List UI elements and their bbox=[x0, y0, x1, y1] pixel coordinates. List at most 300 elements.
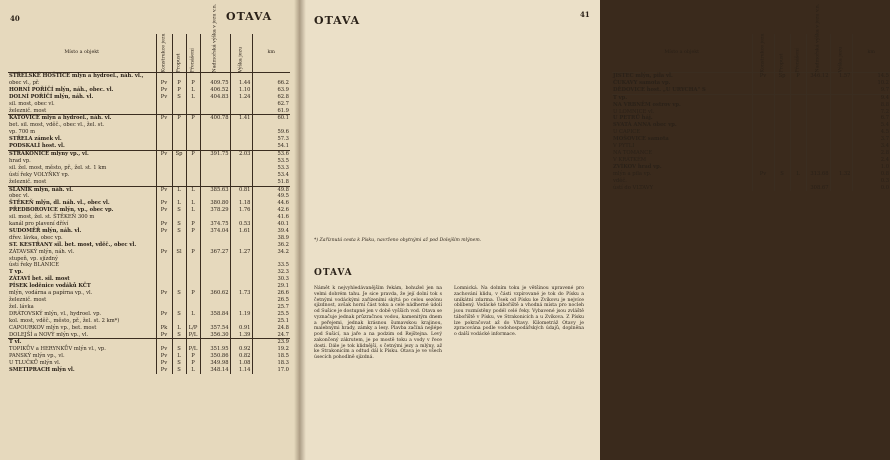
value-cell: 53.4 bbox=[252, 172, 290, 179]
value-cell bbox=[752, 115, 774, 122]
value-cell bbox=[200, 297, 230, 304]
value-cell: L bbox=[186, 200, 200, 207]
value-cell bbox=[752, 87, 774, 94]
value-cell: Pv bbox=[156, 207, 172, 214]
value-cell bbox=[790, 157, 806, 164]
value-cell bbox=[200, 143, 230, 150]
value-cell: 1.61 bbox=[230, 228, 252, 235]
value-cell bbox=[830, 150, 852, 157]
value-cell: P bbox=[186, 221, 200, 228]
value-cell: Pv bbox=[752, 171, 774, 178]
place-name-cell: žel. lávka bbox=[9, 303, 34, 310]
value-cell bbox=[186, 143, 200, 150]
value-cell bbox=[186, 297, 200, 304]
place-name-cell: železnič. most bbox=[9, 107, 47, 114]
column-header: Propust bbox=[172, 34, 186, 73]
value-cell bbox=[156, 262, 172, 269]
value-cell bbox=[230, 108, 252, 115]
value-cell: 59.6 bbox=[252, 129, 290, 136]
value-cell: 348.14 bbox=[200, 367, 230, 374]
value-cell bbox=[172, 179, 186, 186]
place-name-cell: SMETIPRACH mlýn vl. bbox=[9, 367, 75, 374]
value-cell: 1.0 bbox=[852, 164, 890, 171]
text-column-left: Námět k nejvyhledávanějším řekám, bohužel jen na velmi dobrém tahu. Je sice pravda, že její dolní tok s četnými vodáckými zařízeními skýtá po celou sezónu sjízdnost, avšak horní část toku a celé nádherné údolí od Sušice je dostupné jen v době vyšších vod. Otava se vyznačuje jednak průzračnou vodou, kamenitým dnem a peřejemi, jednak krásnou šumavskou krajinou, malebnými hrady, zámky a lesy. Plavba začíná nejlépe pod Sušicí, na jaře a na podzim od Rejštejna. Levý zakončený zákrutem, je po mostě toku a vody v řece dosti. Dále je tok klidnější, s četnými jezy a mlýny, až ke Strakonicím a odtud dál k Písku. Otava je ve všech úsecích pohodlně sjízdná. bbox=[314, 286, 442, 360]
table-row bbox=[8, 297, 290, 304]
table-row bbox=[612, 102, 890, 109]
value-cell: Pv bbox=[156, 80, 172, 87]
place-name-cell: U LOMNICE vl. bbox=[613, 108, 655, 115]
place-name-cell: U CAPICE bbox=[613, 129, 641, 136]
value-cell: 374.75 bbox=[200, 221, 230, 228]
table-row bbox=[612, 143, 890, 150]
value-cell bbox=[200, 165, 230, 172]
value-cell bbox=[172, 276, 186, 283]
value-cell bbox=[186, 242, 200, 249]
value-cell: 1.19 bbox=[230, 311, 252, 318]
column-header: Přenášení bbox=[790, 34, 806, 73]
place-name-cell: NA VRBNĚM ostrov vp. bbox=[613, 101, 681, 108]
value-cell bbox=[230, 122, 252, 129]
value-cell: 24.8 bbox=[252, 325, 290, 332]
place-name-cell: U TLUČKŮ mlýn vl. bbox=[9, 360, 61, 367]
value-cell: 9.7 bbox=[852, 87, 890, 94]
value-cell bbox=[230, 158, 252, 165]
footnote: *) Zaříznutá cesta k Písku, navrženo obytnými až pod Dolejším mlýnem. bbox=[314, 238, 482, 243]
value-cell bbox=[156, 304, 172, 311]
value-cell: Sp bbox=[172, 150, 186, 157]
column-header: Propust bbox=[774, 34, 790, 73]
place-name-cell: PODSKALÍ host. vl. bbox=[9, 143, 65, 150]
value-cell bbox=[200, 108, 230, 115]
value-cell: 3.7 bbox=[852, 136, 890, 143]
value-cell: 367.27 bbox=[200, 249, 230, 256]
value-cell bbox=[790, 150, 806, 157]
place-name-cell: PÍSEK loděnice vodáků KČT bbox=[9, 283, 91, 290]
value-cell bbox=[172, 262, 186, 269]
value-cell bbox=[200, 339, 230, 346]
table-row bbox=[8, 228, 290, 235]
value-cell bbox=[752, 164, 774, 171]
value-cell: L bbox=[186, 367, 200, 374]
table-row bbox=[8, 367, 290, 374]
value-cell: 356.30 bbox=[200, 332, 230, 339]
value-cell bbox=[774, 136, 790, 143]
value-cell bbox=[230, 256, 252, 263]
value-cell bbox=[752, 94, 774, 101]
value-cell bbox=[774, 122, 790, 129]
value-cell bbox=[790, 122, 806, 129]
value-cell bbox=[806, 150, 830, 157]
table-row bbox=[612, 178, 890, 185]
place-name-cell: železnič. most bbox=[9, 297, 47, 303]
value-cell: L bbox=[172, 353, 186, 360]
value-cell bbox=[806, 80, 830, 87]
value-cell bbox=[230, 179, 252, 186]
value-cell bbox=[186, 214, 200, 221]
value-cell: L bbox=[186, 186, 200, 193]
page-header: OTAVA bbox=[314, 14, 361, 27]
table-row bbox=[8, 325, 290, 332]
place-name-cell: sil. most, žel. st. ŠTĚKEŇ 300 m bbox=[9, 214, 95, 221]
value-cell: 33.5 bbox=[252, 262, 290, 269]
value-cell bbox=[230, 297, 252, 304]
value-cell: 1.32 bbox=[830, 171, 852, 178]
value-cell: 17.0 bbox=[252, 367, 290, 374]
table-row bbox=[8, 172, 290, 179]
place-name-cell: obec vl. bbox=[9, 193, 30, 200]
place-name-cell: mlýn, vodárna a papírna vp., vl. bbox=[9, 290, 93, 297]
value-cell bbox=[230, 242, 252, 249]
value-cell: Pv bbox=[752, 73, 774, 80]
value-cell: 2.4 bbox=[852, 157, 890, 164]
value-cell bbox=[830, 109, 852, 116]
value-cell: S bbox=[172, 332, 186, 339]
value-cell bbox=[774, 109, 790, 116]
value-cell: 19.2 bbox=[252, 346, 290, 353]
value-cell bbox=[172, 297, 186, 304]
value-cell: P bbox=[186, 360, 200, 367]
value-cell bbox=[230, 235, 252, 242]
value-cell bbox=[156, 101, 172, 108]
value-cell: 351.95 bbox=[200, 346, 230, 353]
value-cell bbox=[790, 136, 806, 143]
value-cell: S bbox=[172, 346, 186, 353]
value-cell bbox=[186, 73, 200, 80]
value-cell: 36.2 bbox=[252, 242, 290, 249]
value-cell bbox=[156, 73, 172, 80]
value-cell: S bbox=[172, 360, 186, 367]
value-cell bbox=[156, 318, 172, 325]
value-cell bbox=[200, 122, 230, 129]
value-cell bbox=[752, 129, 774, 136]
value-cell bbox=[230, 136, 252, 143]
value-cell bbox=[230, 101, 252, 108]
value-cell bbox=[230, 214, 252, 221]
value-cell: 53.6 bbox=[252, 150, 290, 157]
value-cell: 10.2 bbox=[852, 80, 890, 87]
value-cell bbox=[186, 339, 200, 346]
value-cell: Pv bbox=[156, 150, 172, 157]
table-header-row bbox=[612, 34, 890, 73]
column-header: Místo a objekt bbox=[8, 34, 156, 73]
value-cell: 308.67 bbox=[806, 185, 830, 192]
value-cell bbox=[186, 172, 200, 179]
table-row bbox=[8, 318, 290, 325]
value-cell bbox=[830, 129, 852, 136]
value-cell: 62.7 bbox=[252, 101, 290, 108]
value-cell bbox=[156, 179, 172, 186]
table-row bbox=[8, 143, 290, 150]
place-name-cell: ZÁTAVSKÝ mlýn, náh. vl. bbox=[9, 248, 75, 255]
place-name-cell: stupeň, vp. sjízdný bbox=[9, 255, 58, 262]
value-cell bbox=[186, 122, 200, 129]
value-cell bbox=[186, 269, 200, 276]
value-cell: P bbox=[186, 249, 200, 256]
value-cell: Pv bbox=[156, 115, 172, 122]
table-row bbox=[612, 73, 890, 80]
value-cell bbox=[172, 122, 186, 129]
value-cell: S bbox=[172, 367, 186, 374]
value-cell bbox=[830, 122, 852, 129]
value-cell: 2.03 bbox=[230, 150, 252, 157]
value-cell bbox=[186, 318, 200, 325]
value-cell: 0.53 bbox=[230, 221, 252, 228]
value-cell bbox=[774, 164, 790, 171]
place-name-cell: ústí řeky BLANICE bbox=[9, 262, 60, 269]
place-name-cell: KATOVICE mlýn a hydroel., náh. vl. bbox=[8, 115, 156, 122]
place-name-cell: dřev. lávka, obec vp. bbox=[9, 234, 63, 241]
value-cell: S bbox=[172, 228, 186, 235]
value-cell bbox=[774, 185, 790, 192]
value-cell bbox=[156, 129, 172, 136]
value-cell bbox=[230, 262, 252, 269]
place-name-cell: MOŠOVICE samota bbox=[613, 136, 669, 143]
value-cell bbox=[806, 122, 830, 129]
value-cell: 346.12 bbox=[806, 73, 830, 80]
value-cell: L bbox=[172, 200, 186, 207]
value-cell: 1.10 bbox=[230, 87, 252, 94]
value-cell bbox=[172, 269, 186, 276]
value-cell bbox=[200, 158, 230, 165]
value-cell bbox=[790, 178, 806, 185]
value-cell bbox=[186, 304, 200, 311]
value-cell bbox=[230, 143, 252, 150]
value-cell bbox=[252, 122, 290, 129]
value-cell: 349.98 bbox=[200, 360, 230, 367]
value-cell bbox=[200, 242, 230, 249]
column-header: km bbox=[252, 34, 290, 73]
value-cell bbox=[230, 339, 252, 346]
table-row bbox=[8, 108, 290, 115]
value-cell bbox=[252, 256, 290, 263]
value-cell bbox=[752, 185, 774, 192]
value-cell bbox=[806, 129, 830, 136]
value-cell bbox=[230, 318, 252, 325]
value-cell: 380.80 bbox=[200, 200, 230, 207]
left-page bbox=[0, 0, 300, 460]
column-header: Místo a objekt bbox=[612, 34, 752, 73]
value-cell bbox=[830, 185, 852, 192]
place-name-cell: vděč. bbox=[613, 177, 627, 184]
value-cell bbox=[806, 143, 830, 150]
value-cell bbox=[172, 283, 186, 290]
table-row bbox=[612, 171, 890, 178]
value-cell bbox=[156, 339, 172, 346]
value-cell bbox=[186, 276, 200, 283]
value-cell: 1.41 bbox=[230, 115, 252, 122]
value-cell: Pv bbox=[156, 186, 172, 193]
table-row bbox=[8, 94, 290, 101]
value-cell bbox=[172, 242, 186, 249]
value-cell bbox=[752, 102, 774, 109]
value-cell: 6.7 bbox=[852, 115, 890, 122]
value-cell bbox=[156, 242, 172, 249]
column-header: Výška jezu bbox=[230, 34, 252, 73]
book-gutter bbox=[294, 0, 306, 460]
table-row bbox=[8, 221, 290, 228]
table-row bbox=[8, 249, 290, 256]
value-cell bbox=[790, 109, 806, 116]
value-cell: 44.6 bbox=[252, 200, 290, 207]
place-name-cell: sil. most, obec vl. bbox=[9, 100, 55, 107]
table-row bbox=[612, 87, 890, 94]
value-cell bbox=[172, 136, 186, 143]
value-cell bbox=[752, 150, 774, 157]
page-header: OTAVA bbox=[226, 10, 273, 23]
place-name-cell: SUDOMĚŘ mlýn, náh. vl. bbox=[9, 227, 82, 234]
value-cell bbox=[186, 136, 200, 143]
place-name-cell: T vp. bbox=[9, 269, 24, 276]
value-cell: 23.9 bbox=[252, 339, 290, 346]
value-cell: 29.1 bbox=[252, 283, 290, 290]
value-cell: 24.7 bbox=[252, 332, 290, 339]
value-cell bbox=[186, 193, 200, 200]
value-cell: 2.8 bbox=[852, 150, 890, 157]
value-cell bbox=[156, 256, 172, 263]
value-cell: 18.3 bbox=[252, 360, 290, 367]
value-cell bbox=[172, 339, 186, 346]
value-cell bbox=[230, 269, 252, 276]
value-cell bbox=[774, 129, 790, 136]
value-cell: 62.8 bbox=[252, 94, 290, 101]
value-cell bbox=[172, 158, 186, 165]
place-name-cell: ZVÍKOV hrad vp. bbox=[613, 163, 662, 170]
value-cell bbox=[806, 115, 830, 122]
table-row bbox=[8, 150, 290, 157]
value-cell: 63.9 bbox=[252, 87, 290, 94]
value-cell bbox=[774, 80, 790, 87]
table-row bbox=[612, 122, 890, 129]
value-cell: S bbox=[774, 171, 790, 178]
table-row bbox=[8, 290, 290, 297]
value-cell: P bbox=[186, 353, 200, 360]
place-name-cell: SVATÁ ANNA obec vp. bbox=[613, 122, 677, 129]
value-cell: P bbox=[172, 87, 186, 94]
value-cell bbox=[200, 179, 230, 186]
value-cell bbox=[774, 178, 790, 185]
value-cell: 7.2 bbox=[852, 109, 890, 116]
value-cell bbox=[172, 172, 186, 179]
table-row bbox=[612, 164, 890, 171]
value-cell bbox=[200, 214, 230, 221]
value-cell: 39.4 bbox=[252, 228, 290, 235]
column-header: Výška jezu bbox=[830, 34, 852, 73]
value-cell: 1.14 bbox=[230, 367, 252, 374]
value-cell: 1.18 bbox=[230, 200, 252, 207]
value-cell: 0.91 bbox=[230, 325, 252, 332]
place-name-cell: mlýn a pila vp. bbox=[613, 170, 652, 177]
value-cell bbox=[752, 109, 774, 116]
value-cell: Pv bbox=[156, 360, 172, 367]
table-row bbox=[612, 136, 890, 143]
value-cell: Pv bbox=[156, 87, 172, 94]
table-row bbox=[8, 235, 290, 242]
value-cell bbox=[172, 193, 186, 200]
value-cell bbox=[806, 136, 830, 143]
value-cell bbox=[752, 143, 774, 150]
place-name-cell: PŘEDBOROVICE mlýn, vp., obec vp. bbox=[9, 207, 114, 214]
value-cell bbox=[806, 109, 830, 116]
value-cell: P bbox=[790, 73, 806, 80]
place-name-cell: DĚDOVICE host. „U URYCHA" S bbox=[613, 86, 706, 93]
value-cell bbox=[200, 172, 230, 179]
value-cell bbox=[774, 102, 790, 109]
place-name-cell: TOPIKŮV a HERYNKŮV mlýn vl., vp. bbox=[9, 346, 106, 353]
value-cell: 57.3 bbox=[252, 136, 290, 143]
value-cell: 60.1 bbox=[252, 115, 290, 122]
place-name-cell: hrad vp. bbox=[9, 157, 31, 164]
value-cell: 30.3 bbox=[252, 276, 290, 283]
value-cell bbox=[200, 129, 230, 136]
value-cell bbox=[156, 158, 172, 165]
value-cell: 360.62 bbox=[200, 290, 230, 297]
column-header: Konstrukce jezu bbox=[156, 34, 172, 73]
column-header: km bbox=[852, 34, 890, 73]
value-cell: 49.5 bbox=[252, 193, 290, 200]
value-cell: 26.5 bbox=[252, 297, 290, 304]
value-cell bbox=[790, 164, 806, 171]
value-cell: 4.5 bbox=[852, 129, 890, 136]
value-cell: Sl bbox=[172, 249, 186, 256]
value-cell: Pv bbox=[156, 290, 172, 297]
value-cell: 0.81 bbox=[230, 186, 252, 193]
value-cell bbox=[790, 143, 806, 150]
value-cell: Pv bbox=[156, 346, 172, 353]
place-name-cell: bet. sil. most, vděč., obec vl., žel. st. bbox=[9, 122, 105, 129]
value-cell: 1.57 bbox=[830, 73, 852, 80]
place-name-cell: JISTEC mlýn, pila vl. bbox=[613, 73, 673, 79]
value-cell: 1.24 bbox=[230, 94, 252, 101]
value-cell: 358.84 bbox=[200, 311, 230, 318]
value-cell bbox=[172, 165, 186, 172]
value-cell bbox=[806, 94, 830, 101]
table-row bbox=[8, 332, 290, 339]
value-cell: 374.04 bbox=[200, 228, 230, 235]
value-cell bbox=[230, 283, 252, 290]
value-cell bbox=[156, 214, 172, 221]
place-name-cell: ZÁTAVÍ bet. sil. most bbox=[9, 276, 70, 283]
value-cell bbox=[186, 108, 200, 115]
value-cell bbox=[200, 269, 230, 276]
value-cell: 38.9 bbox=[252, 235, 290, 242]
value-cell bbox=[230, 165, 252, 172]
place-name-cell: STRAKONICE mlýny vp., vl. bbox=[8, 150, 156, 157]
value-cell bbox=[230, 172, 252, 179]
value-cell bbox=[790, 185, 806, 192]
value-cell: 1.73 bbox=[230, 290, 252, 297]
value-cell: 1.08 bbox=[230, 360, 252, 367]
table-header-row bbox=[8, 34, 290, 73]
place-name-cell: STŘELSKÉ HOŠTICE mlýn a hydroel., náh. vl., bbox=[8, 73, 156, 80]
value-cell bbox=[186, 179, 200, 186]
value-cell bbox=[774, 150, 790, 157]
value-cell: 1.39 bbox=[230, 332, 252, 339]
value-cell bbox=[186, 101, 200, 108]
right-page bbox=[300, 0, 889, 460]
value-cell: 357.54 bbox=[200, 325, 230, 332]
value-cell bbox=[186, 262, 200, 269]
value-cell: 14.5 bbox=[852, 73, 890, 80]
place-name-cell: HORNÍ POŘÍČÍ mlýn, náh., obec. vl. bbox=[9, 86, 114, 93]
value-cell bbox=[156, 172, 172, 179]
value-cell bbox=[230, 276, 252, 283]
value-cell bbox=[830, 178, 852, 185]
place-name-cell: ŠTĚKEŇ mlýn, dl. náh. vl., obec vl. bbox=[9, 200, 110, 207]
page-number: 41 bbox=[580, 10, 590, 19]
value-cell bbox=[790, 115, 806, 122]
value-cell: P bbox=[186, 290, 200, 297]
value-cell bbox=[200, 73, 230, 80]
